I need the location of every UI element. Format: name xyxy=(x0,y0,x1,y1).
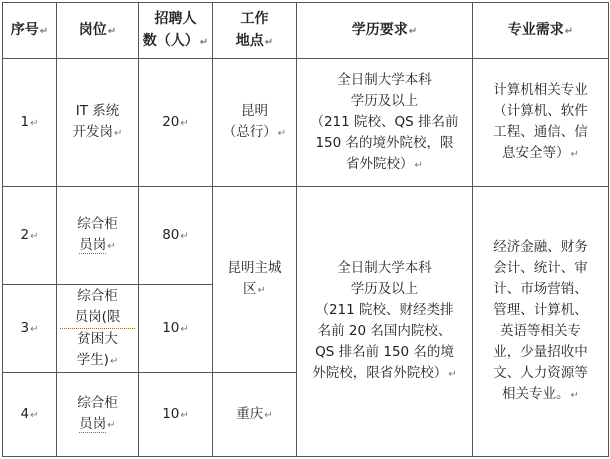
row2-4-education: 全日制大学本科 学历及以上 （211 院校、财经类排 名前 20 名国内院校、 QS 排名前 150 名的境 外院校，限省外院校）↵ xyxy=(297,187,473,457)
header-location: 工作 地点↵ xyxy=(213,3,297,59)
row3-seq: 3↵ xyxy=(3,285,57,373)
row2-seq: 2↵ xyxy=(3,187,57,285)
row3-position: 综合柜 员岗(限 贫困大 学生)↵ xyxy=(57,285,139,373)
recruitment-table xyxy=(2,2,609,457)
row4-seq: 4↵ xyxy=(3,373,57,457)
row1-seq: 1↵ xyxy=(3,59,57,187)
row1-major: 计算机相关专业 （计算机、软件 工程、通信、信 息安全等）↵ xyxy=(473,59,609,187)
header-seq: 序号↵ xyxy=(3,3,57,59)
row4-position: 综合柜 员岗↵ xyxy=(57,373,139,457)
row4-location: 重庆↵ xyxy=(213,373,297,457)
header-major: 专业需求↵ xyxy=(473,3,609,59)
header-education: 学历要求↵ xyxy=(297,3,473,59)
row2-position: 综合柜 员岗↵ xyxy=(57,187,139,285)
header-row xyxy=(3,3,609,59)
table-row xyxy=(3,59,609,187)
row4-headcount: 10↵ xyxy=(139,373,213,457)
header-position: 岗位↵ xyxy=(57,3,139,59)
row1-education: 全日制大学本科 学历及以上 （211 院校、QS 排名前 150 名的境外院校，限 省外院校）↵ xyxy=(297,59,473,187)
row2-headcount: 80↵ xyxy=(139,187,213,285)
row3-headcount: 10↵ xyxy=(139,285,213,373)
header-headcount: 招聘人 数（人）↵ xyxy=(139,3,213,59)
row1-location: 昆明 （总行）↵ xyxy=(213,59,297,187)
table-row xyxy=(3,187,609,285)
row1-position: IT 系统 开发岗↵ xyxy=(57,59,139,187)
row2-4-major: 经济金融、财务 会计、统计、审 计、市场营销、 管理、计算机、 英语等相关专 业，少量招收中 文、人力资源等 相关专业。↵ xyxy=(473,187,609,457)
row2-3-location: 昆明主城 区↵ xyxy=(213,187,297,373)
row1-headcount: 20↵ xyxy=(139,59,213,187)
